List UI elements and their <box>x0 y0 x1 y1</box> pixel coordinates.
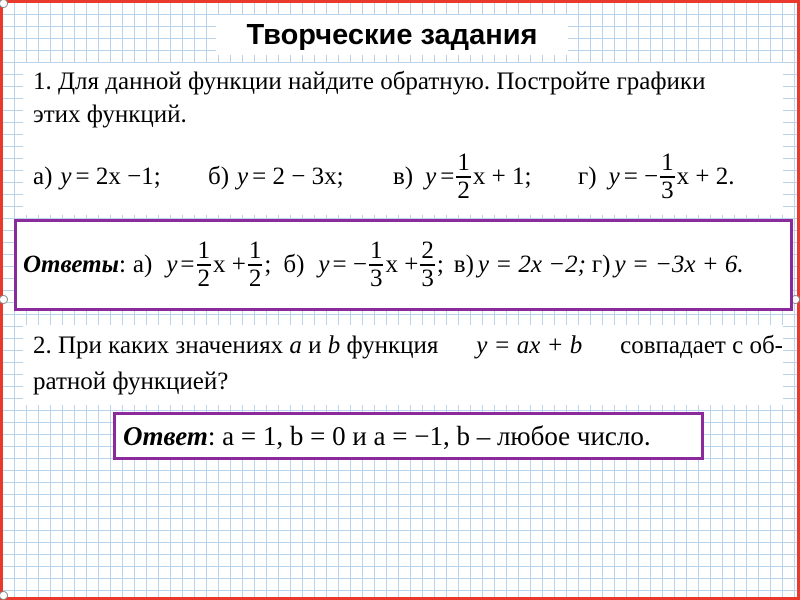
item-label: в) <box>393 163 414 190</box>
fraction <box>369 238 384 292</box>
answer-g-expr: y = −3x + 6. <box>614 251 744 278</box>
answer-b-mid: x + <box>385 251 419 278</box>
task2-line1 <box>33 329 783 363</box>
answer-a-pre: = <box>180 251 195 278</box>
item-label: г) <box>578 163 597 190</box>
resize-handle-left-middle[interactable] <box>0 295 8 304</box>
answer-v-expr: y = 2x −2; <box>477 251 586 278</box>
fraction <box>456 150 471 204</box>
answer2-line <box>123 419 651 453</box>
fraction-numerator: 1 <box>661 149 674 177</box>
task2-line2: ратной функцией? <box>33 368 229 395</box>
fraction-denominator: 2 <box>248 264 262 292</box>
fraction <box>660 150 675 204</box>
task1-line2: этих функций. <box>33 101 187 128</box>
answers1-heading: Ответы <box>23 251 119 278</box>
item-rhs: = 2x −1; <box>75 163 161 190</box>
fraction <box>197 238 212 292</box>
item-lhs: y <box>425 163 437 190</box>
resize-handle-bottom-left[interactable] <box>0 591 8 600</box>
fraction-numerator: 2 <box>421 237 434 265</box>
answer-b-pre: = − <box>332 251 367 278</box>
fraction-numerator: 1 <box>457 149 470 177</box>
answer-b-label: б) <box>283 251 305 278</box>
answer-a-end: ; <box>264 251 272 278</box>
fraction-numerator: 1 <box>248 237 262 265</box>
task1-item-v <box>393 143 531 211</box>
answer2-body: : a = 1, b = 0 и a = −1, b – любое число. <box>207 420 651 451</box>
answer-a-mid: x + <box>213 251 246 278</box>
item-lhs: y <box>60 163 72 190</box>
task1-item-b <box>208 160 344 194</box>
item-post: x + 2. <box>676 163 735 190</box>
answer-b-lhs: y <box>318 251 330 278</box>
item-label: а) <box>33 163 53 190</box>
task2-formula: y = ax + b <box>476 332 583 359</box>
task1-item-g <box>578 143 735 211</box>
item-lhs: y <box>237 163 249 190</box>
fraction-denominator: 3 <box>421 264 434 292</box>
task1-line1 <box>33 67 783 97</box>
answer-a-lhs: y <box>166 251 178 278</box>
answer-b-end: ; <box>436 251 444 278</box>
item-lhs: y <box>608 163 620 190</box>
task2-post: совпадает с об- <box>620 332 783 359</box>
item-label: б) <box>208 163 230 190</box>
task1-item-a <box>33 160 161 194</box>
fraction <box>420 238 435 292</box>
answer-v-label: в) <box>453 251 474 278</box>
slide-title: Творческие задания <box>216 15 568 55</box>
fraction-denominator: 3 <box>661 176 674 204</box>
fraction-denominator: 2 <box>457 176 470 204</box>
task2-pre: 2. При каких значениях a и b функция <box>33 332 439 359</box>
item-post: x + 1; <box>472 163 532 190</box>
fraction-numerator: 1 <box>197 237 211 265</box>
answer-g-label: г) <box>591 251 611 278</box>
answer2-heading: Ответ <box>123 420 208 451</box>
resize-handle-top-left[interactable] <box>0 0 8 8</box>
item-pre: = − <box>623 163 659 190</box>
task1-line1-text: 1. Для данной функции найдите обратную. Постройте графики <box>33 68 706 95</box>
item-rhs: = 2 − 3x; <box>252 163 344 190</box>
answer-a-label: а) <box>132 251 153 278</box>
fraction-denominator: 3 <box>369 264 383 292</box>
fraction-denominator: 2 <box>197 264 211 292</box>
answers1-colon: : <box>118 251 126 278</box>
fraction-numerator: 1 <box>369 237 383 265</box>
fraction <box>248 238 263 292</box>
answers1-line <box>23 231 744 299</box>
item-pre: = <box>440 163 455 190</box>
